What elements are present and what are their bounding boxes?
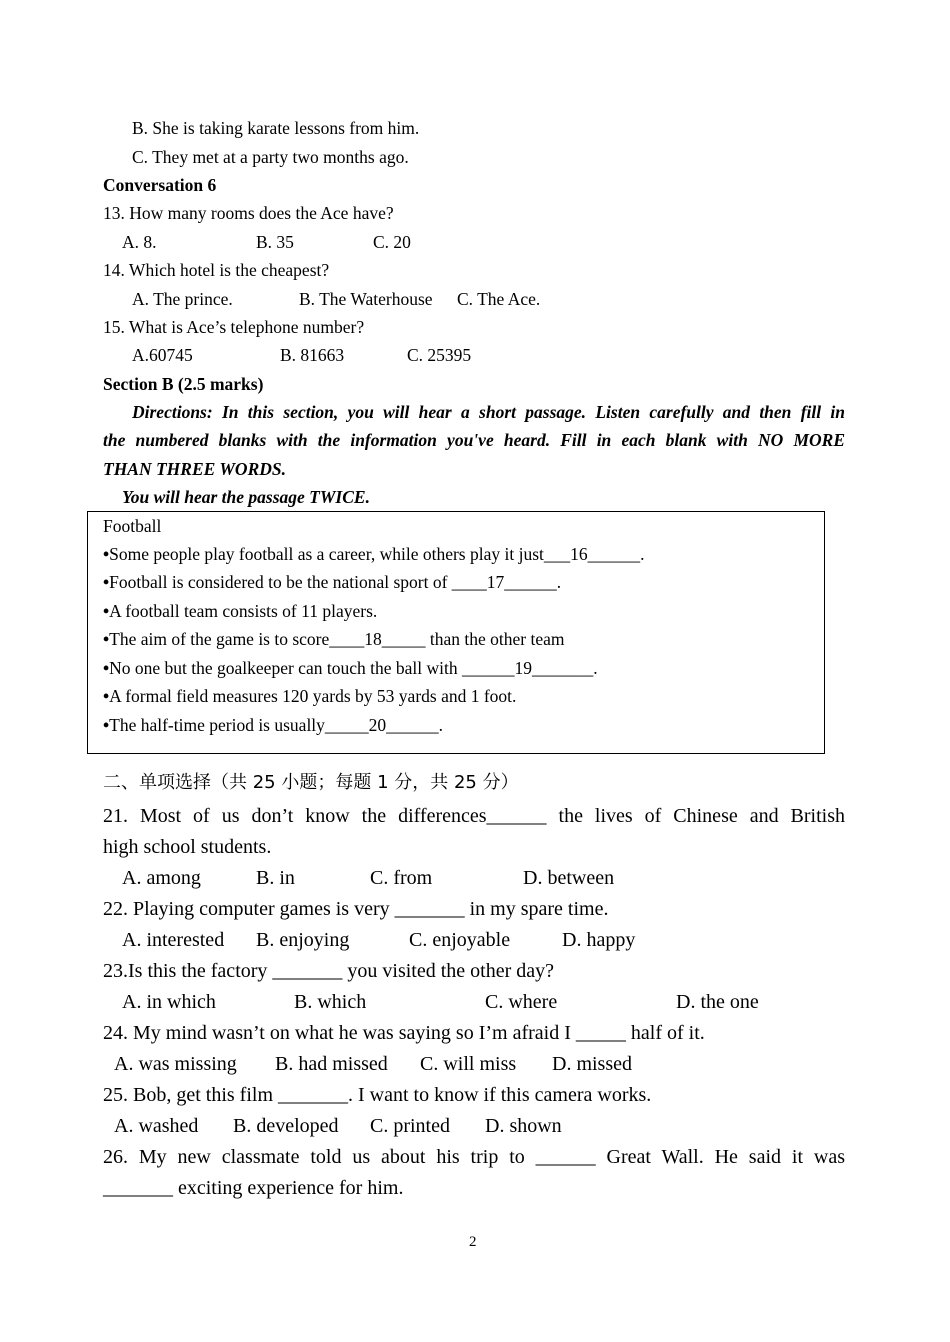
box-bullet-20 — [103, 717, 443, 735]
bullet-text: The aim of the game is to score____18_____ than the other team — [109, 629, 565, 649]
conversation-6-heading: Conversation 6 — [103, 175, 217, 195]
q14-option-b: B. The Waterhouse — [299, 289, 433, 309]
q24-option-a: A. was missing — [114, 1053, 237, 1075]
q22-option-c: C. enjoyable — [409, 929, 511, 951]
q12-option-b: B. She is taking karate lessons from him. — [132, 118, 420, 138]
box-bullet-17 — [103, 574, 561, 592]
q24-option-b: B. had missed — [275, 1053, 388, 1075]
bullet-text: A formal field measures 120 yards by 53 yards and 1 foot. — [109, 686, 517, 706]
box-bullet-field — [103, 688, 516, 706]
q24-question: 24. My mind wasn’t on what he was saying so I’m afraid I _____ half of it. — [103, 1022, 705, 1044]
directions-line-2: the numbered blanks with the information you've heard. Fill in each blank with NO MORE — [103, 430, 845, 450]
q15-option-b: B. 81663 — [280, 345, 345, 365]
box-bullet-16 — [103, 546, 645, 564]
part-two-heading: 二、单项选择（共 25 小题；每题 1 分，共 25 分） — [103, 772, 519, 793]
q25-option-d: D. shown — [485, 1115, 562, 1137]
q14-option-a: A. The prince. — [132, 289, 233, 309]
q21-line-2: high school students. — [103, 836, 272, 858]
bullet-text: Football is considered to be the national sport of ____17______. — [109, 572, 562, 592]
box-title: Football — [103, 516, 162, 536]
box-bullet-players — [103, 603, 377, 621]
q21-option-a: A. among — [122, 867, 201, 889]
q12-option-c: C. They met at a party two months ago. — [132, 147, 409, 167]
bullet-text: No one but the goalkeeper can touch the ball with ______19_______. — [109, 658, 598, 678]
q22-option-b: B. enjoying — [256, 929, 350, 951]
q22-question: 22. Playing computer games is very _______ in my spare time. — [103, 898, 609, 920]
bullet-text: Some people play football as a career, while others play it just___16______. — [109, 544, 645, 564]
q24-option-c: C. will miss — [420, 1053, 517, 1075]
box-bullet-19 — [103, 660, 598, 678]
q23-option-a: A. in which — [122, 991, 216, 1013]
q15-question: 15. What is Ace’s telephone number? — [103, 317, 365, 337]
q25-question: 25. Bob, get this film _______. I want to know if this camera works. — [103, 1084, 652, 1106]
q26-line-1: 26. My new classmate told us about his trip to ______ Great Wall. He said it was — [103, 1146, 845, 1168]
q25-option-a: A. washed — [114, 1115, 199, 1137]
q15-option-a: A.60745 — [132, 345, 193, 365]
q23-option-d: D. the one — [676, 991, 759, 1013]
q15-option-c: C. 25395 — [407, 345, 472, 365]
q13-option-c: C. 20 — [373, 232, 411, 252]
bullet-text: The half-time period is usually_____20______. — [109, 715, 444, 735]
q23-option-b: B. which — [294, 991, 367, 1013]
q14-question: 14. Which hotel is the cheapest? — [103, 260, 330, 280]
q13-option-b: B. 35 — [256, 232, 294, 252]
box-bullet-18 — [103, 631, 565, 649]
section-b-heading: Section B (2.5 marks) — [103, 374, 264, 394]
q26-line-2: _______ exciting experience for him. — [103, 1177, 404, 1199]
q21-option-d: D. between — [523, 867, 615, 889]
bullet-text: A football team consists of 11 players. — [109, 601, 378, 621]
q22-option-d: D. happy — [562, 929, 636, 951]
twice-note: You will hear the passage TWICE. — [122, 487, 370, 507]
directions-line-1: Directions: In this section, you will hear a short passage. Listen carefully and then fill in — [132, 402, 845, 422]
q21-line-1: 21. Most of us don’t know the differences______ the lives of Chinese and British — [103, 805, 845, 827]
page-number: 2 — [469, 1234, 477, 1250]
q13-question: 13. How many rooms does the Ace have? — [103, 203, 394, 223]
directions-line-3: THAN THREE WORDS. — [103, 459, 286, 479]
q21-option-c: C. from — [370, 867, 433, 889]
q21-option-b: B. in — [256, 867, 295, 889]
q13-option-a: A. 8. — [122, 232, 157, 252]
q23-question: 23.Is this the factory _______ you visited the other day? — [103, 960, 555, 982]
q23-option-c: C. where — [485, 991, 558, 1013]
q24-option-d: D. missed — [552, 1053, 632, 1075]
q22-option-a: A. interested — [122, 929, 225, 951]
q14-option-c: C. The Ace. — [457, 289, 541, 309]
q25-option-b: B. developed — [233, 1115, 339, 1137]
q25-option-c: C. printed — [370, 1115, 450, 1137]
